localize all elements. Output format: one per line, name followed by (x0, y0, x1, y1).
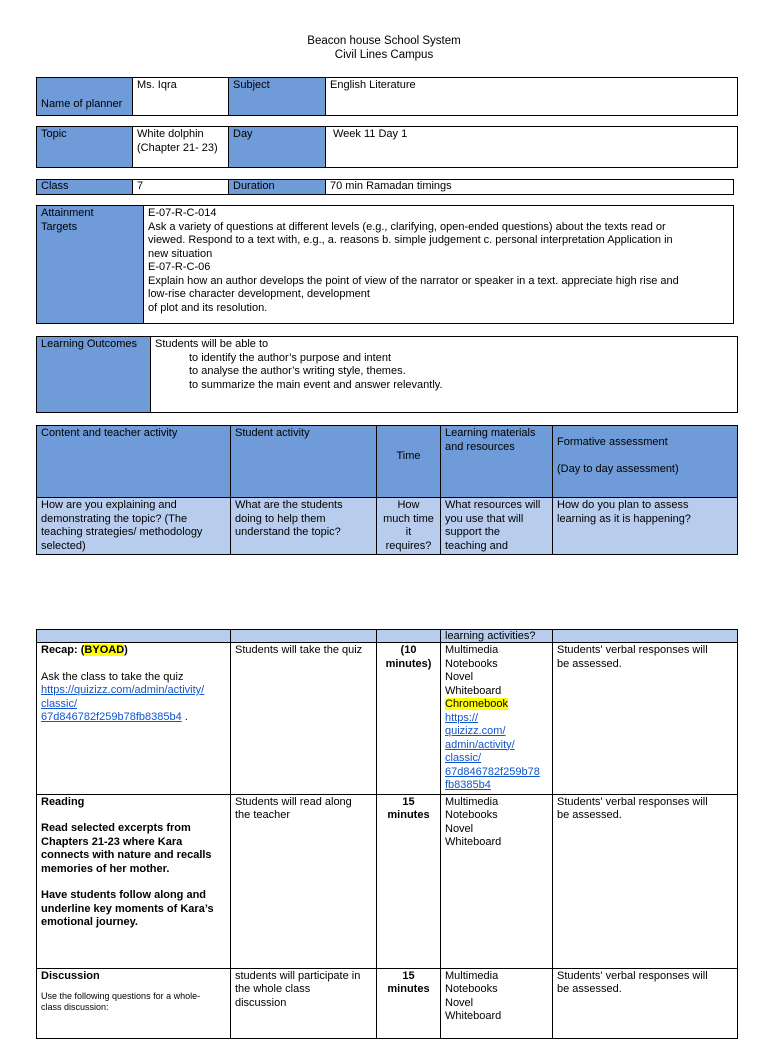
recap-title-text: Recap: (41, 644, 81, 656)
day-label: Day (229, 127, 326, 168)
material-item: Multimedia (445, 795, 499, 808)
table-row-discussion (37, 968, 738, 1038)
attainment-line: Ask a variety of questions at different levels (e.g., clarifying, open-ended questions) about the texts read or (148, 220, 666, 233)
plan-body-table (36, 629, 738, 1039)
material-item: Notebooks (445, 657, 498, 670)
topic-value (133, 127, 229, 168)
materials-link-line[interactable]: admin/activity/ (445, 738, 515, 751)
planner-table (36, 77, 738, 116)
col-header-materials (441, 426, 553, 498)
recap-link-line[interactable]: https://quizizz.com/admin/activity/ (41, 684, 205, 696)
day-value: Week 11 Day 1 (326, 127, 738, 168)
outcome-item: to summarize the main event and answer relevantly. (189, 378, 443, 391)
assessment-line: Students' verbal responses will (557, 795, 708, 808)
discussion-student (231, 968, 377, 1038)
col-header-materials-line2: and resources (445, 440, 515, 453)
reading-assessment (553, 794, 738, 968)
sub-assessment-line: learning as it is happening? (557, 512, 691, 525)
material-item: Novel (445, 671, 474, 683)
material-item: Multimedia (445, 969, 499, 982)
reading-line: emotional journey. (41, 916, 138, 928)
assessment-line: Students' verbal responses will (557, 969, 708, 982)
discussion-materials (441, 968, 553, 1038)
recap-link-line[interactable]: classic/ (41, 697, 78, 710)
recap-time-value: (10 (400, 644, 417, 656)
reading-student-line: Students will read along (235, 795, 352, 808)
reading-title: Reading (41, 795, 85, 808)
sub-time (377, 498, 441, 555)
recap-student: Students will take the quiz (231, 643, 377, 795)
reading-time-unit: minutes (387, 809, 430, 821)
sub-time-line: it (405, 526, 412, 538)
material-item-chromebook: Chromebook (445, 698, 508, 710)
planner-value: Ms. Iqra (133, 78, 229, 116)
materials-quiz-link[interactable] (445, 712, 540, 792)
plan-subheader-row (37, 498, 738, 555)
assessment-line: be assessed. (557, 983, 622, 995)
col-header-assessment-line2: (Day to day assessment) (557, 462, 679, 475)
attainment-content (144, 206, 734, 324)
attainment-label-line1: Attainment (41, 207, 94, 219)
discussion-student-line: discussion (235, 996, 287, 1009)
reading-time-value: 15 (402, 795, 415, 808)
material-item: Whiteboard (445, 1010, 502, 1022)
reading-content (37, 794, 231, 968)
material-item: Novel (445, 822, 474, 835)
class-label: Class (37, 180, 133, 195)
discussion-assessment (553, 968, 738, 1038)
reading-paragraph-1 (41, 822, 226, 876)
materials-link-line[interactable]: 67d846782f259b78 (445, 765, 540, 778)
class-value: 7 (133, 180, 229, 195)
reading-student (231, 794, 377, 968)
outcome-item: to analyse the author’s writing style, themes. (189, 365, 406, 377)
material-item: Whiteboard (445, 836, 502, 848)
material-item: Notebooks (445, 809, 498, 821)
reading-materials (441, 794, 553, 968)
recap-content (37, 643, 231, 795)
reading-line: Have students follow along and (41, 889, 207, 901)
reading-line: Chapters 21-23 where Kara (41, 835, 183, 848)
discussion-note (41, 991, 226, 1013)
sub-materials (441, 498, 553, 555)
reading-line: Read selected excerpts from (41, 822, 191, 834)
recap-quiz-link[interactable] (41, 684, 226, 725)
sub-assessment-line: How do you plan to assess (557, 499, 689, 511)
recap-instruction: Ask the class to take the quiz (41, 670, 184, 683)
discussion-time-unit: minutes (387, 983, 430, 995)
materials-link-line[interactable]: https:// (445, 711, 479, 724)
discussion-time (377, 968, 441, 1038)
attainment-table (36, 205, 734, 324)
recap-assessment (553, 643, 738, 795)
recap-link-line[interactable]: 67d846782f259b78fb8385b4 (41, 711, 182, 723)
attainment-line: new situation (148, 247, 213, 260)
discussion-note-line: class discussion: (41, 1002, 109, 1012)
sub-time-line: How (397, 499, 420, 511)
sub-content-line: teaching strategies/ methodology (41, 526, 203, 538)
material-item: Notebooks (445, 983, 498, 995)
sub-materials-cont: learning activities? (441, 630, 553, 643)
sub-materials-line: What resources will (445, 499, 541, 511)
assessment-line: be assessed. (557, 657, 622, 670)
sub-student-line: doing to help them (235, 512, 326, 525)
material-item: Multimedia (445, 644, 499, 656)
topic-chapters: (Chapter 21- 23) (137, 141, 218, 154)
attainment-line: of plot and its resolution. (148, 301, 268, 314)
outcomes-table (36, 336, 738, 413)
subject-value: English Literature (326, 78, 738, 116)
recap-materials (441, 643, 553, 795)
plan-continuation-row (37, 630, 738, 643)
materials-link-line[interactable]: fb8385b4 (445, 779, 491, 791)
recap-time-unit: minutes) (385, 657, 432, 670)
col-header-student: Student activity (231, 426, 377, 498)
sub-content-line: selected) (41, 539, 86, 552)
reading-time (377, 794, 441, 968)
planner-label: Name of planner (37, 78, 133, 116)
attainment-label-line2: Targets (41, 220, 78, 233)
materials-link-line[interactable]: classic/ (445, 752, 482, 764)
reading-paragraph-2 (41, 889, 226, 930)
sub-time-line: much time (383, 512, 434, 525)
discussion-title: Discussion (41, 969, 100, 982)
recap-title (41, 644, 226, 658)
attainment-line: E-07-R-C-06 (148, 261, 211, 273)
table-row-recap (37, 643, 738, 795)
sub-student (231, 498, 377, 555)
materials-link-line[interactable]: quizizz.com/ (445, 725, 506, 737)
outcomes-content (151, 337, 738, 413)
material-item: Whiteboard (445, 684, 502, 697)
plan-header-row (37, 426, 738, 498)
duration-label: Duration (229, 180, 326, 195)
attainment-line: E-07-R-C-014 (148, 207, 217, 219)
attainment-line: low-rise character development, development (148, 288, 370, 300)
recap-byoad-tag: BYOAD (84, 644, 125, 656)
campus-name: Civil Lines Campus (334, 49, 434, 61)
recap-time (377, 643, 441, 795)
attainment-label (37, 206, 144, 324)
attainment-line: Explain how an author develops the point of view of the narrator or speaker in a text. appreciate high rise and (148, 274, 679, 287)
class-table (36, 179, 734, 195)
sub-content-line: How are you explaining and (41, 499, 177, 511)
col-header-content: Content and teacher activity (37, 426, 231, 498)
outcomes-intro: Students will be able to (155, 338, 269, 350)
col-header-assessment-line1: Formative assessment (557, 436, 668, 448)
col-header-assessment (553, 426, 738, 498)
table-row-reading (37, 794, 738, 968)
sub-student-line: understand the topic? (235, 526, 341, 538)
attainment-line: viewed. Respond to a text with, e.g., a. reasons b. simple judgement c. personal interpretation Application in (148, 234, 673, 246)
plan-header-table (36, 425, 738, 555)
sub-student-line: What are the students (235, 499, 343, 511)
duration-value: 70 min Ramadan timings (326, 180, 734, 195)
reading-line: memories of her mother. (41, 862, 170, 875)
topic-table (36, 126, 738, 168)
reading-student-line: the teacher (235, 809, 291, 821)
assessment-line: be assessed. (557, 809, 622, 821)
sub-assessment (553, 498, 738, 555)
col-header-time: Time (377, 426, 441, 498)
sub-materials-line: you use that will (445, 512, 524, 525)
discussion-content (37, 968, 231, 1038)
sub-materials-line: teaching and (445, 539, 508, 552)
outcomes-label: Learning Outcomes (37, 337, 151, 413)
topic-title: White dolphin (137, 128, 204, 140)
recap-open-paren: ( (80, 644, 85, 656)
discussion-time-value: 15 (402, 969, 415, 982)
outcome-item: to identify the author’s purpose and intent (189, 351, 392, 364)
col-header-materials-line1: Learning materials (445, 427, 536, 439)
sub-materials-line: support the (445, 526, 501, 538)
sub-content-line: demonstrating the topic? (The (41, 512, 188, 525)
sub-content (37, 498, 231, 555)
recap-link-suffix: . (181, 711, 188, 723)
discussion-note-line: Use the following questions for a whole- (41, 991, 201, 1001)
sub-time-line: requires? (385, 539, 432, 552)
reading-line: connects with nature and recalls (41, 849, 212, 861)
material-item: Novel (445, 996, 474, 1009)
discussion-student-line: the whole class (235, 983, 311, 995)
discussion-student-line: students will participate in (235, 969, 361, 982)
school-name: Beacon house School System (307, 35, 461, 47)
recap-close-paren: ) (124, 644, 128, 656)
topic-label: Topic (37, 127, 133, 168)
subject-label: Subject (229, 78, 326, 116)
reading-line: underline key moments of Kara’s (41, 902, 214, 915)
assessment-line: Students' verbal responses will (557, 644, 708, 656)
